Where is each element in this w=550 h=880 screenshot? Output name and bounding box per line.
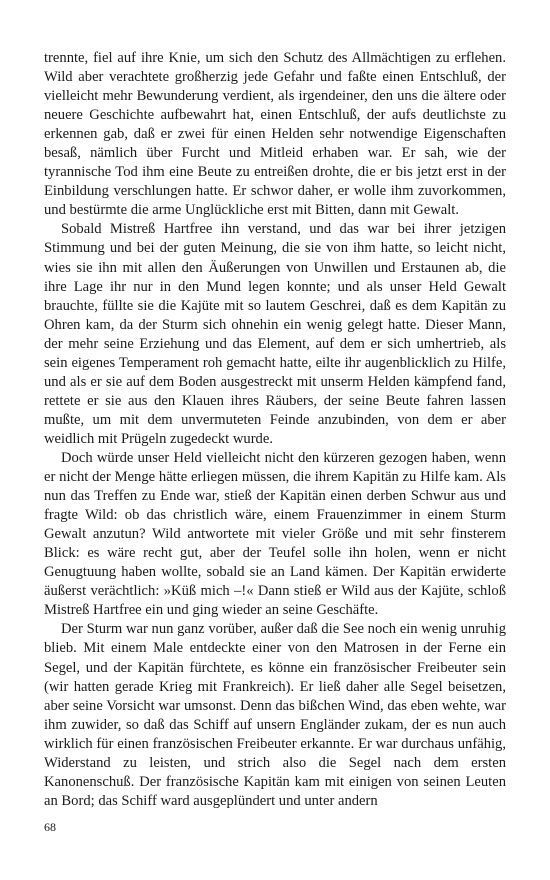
paragraph-3: Doch würde unser Held vielleicht nicht den kürzeren gezogen haben, wenn er nicht der Menge hätte erliegen müssen, die ihrem Kapitän zu Hilfe kam. Als nun das Treffen zu Ende war, stieß der Kapitän einen derben Schwur aus und fragte Wild: ob das christlich wäre, einem Frauenzimmer in einem Sturm Gewalt anzutun? Wild antwortete mit vieler Größe und mit sehr finsterem Blick: es wäre recht gut, aber der Teufel solle ihn holen, wenn er nicht Genugtuung haben wollte, sobald sie an Land kämen. Der Kapitän erwiderte äußerst verächtlich: »Küß mich –!« Dann stieß er Wild aus der Kajüte, schloß Mistreß Hartfree ein und ging wieder an seine Geschäfte. [44,449,506,619]
body-text [44,49,506,811]
paragraph-4: Der Sturm war nun ganz vorüber, außer daß die See noch ein wenig unruhig blieb. Mit einem Male entdeckte einer von den Matrosen in der Ferne ein Segel, und der Kapitän fürchtete, es könne ein französischer Freibeuter sein (wir hatten gerade Krieg mit Frankreich). Er ließ daher alle Segel beisetzen, aber seine Vorsicht war umsonst. Denn das bißchen Wind, das eben wehte, war ihm zuwider, so daß das Schiff auf unsern Engländer zukam, der es nun auch wirklich für einen französischen Freibeuter erkannte. Er war durchaus unfähig, Widerstand zu leisten, und strich also die Segel nach dem ersten Kanonenschuß. Der französische Kapitän kam mit einigen von seinen Leuten an Bord; das Schiff ward ausgeplündert und unter andern [44,621,506,809]
paragraph-1: trennte, fiel auf ihre Knie, um sich den Schutz des Allmächtigen zu erflehen. Wild aber verachtete großherzig jede Gefahr und faßte einen Entschluß, der vielleicht mehr Bewunderung verdient, als irgendeiner, den uns die ältere oder neuere Geschichte aufbewahrt hat, einen Entschluß, der aufs deutlichste zu erkennen gab, daß er zwei für einen Helden sehr notwendige Eigenschaften besaß, nämlich über Furcht und Mitleid erhaben war. Er sah, wie der tyrannische Tod ihm eine Beute zu entreißen drohte, die er bis jetzt erst in der Einbildung verschlungen hatte. Er schwor daher, er wolle ihm zuvorkommen, und bestürmte die arme Unglückliche erst mit Bitten, dann mit Gewalt. [44,50,506,219]
paragraph-2: Sobald Mistreß Hartfree ihn verstand, und das war bei ihrer jetzigen Stimmung und bei der guten Meinung, die sie von ihm hatte, so leicht nicht, wies sie ihn mit allen den Äußerungen von Unwillen und Erstaunen ab, die ihre Lage ihr nur in den Mund legen konnte; und als unser Held Gewalt brauchte, füllte sie die Kajüte mit so lautem Geschrei, daß es dem Kapitän zu Ohren kam, da der Sturm sich ohnehin ein wenig gelegt hatte. Dieser Mann, der mehr seine Erziehung und das Element, auf dem er sich umhertrieb, als sein eigenes Temperament roh gemacht hatte, eilte ihr augenblicklich zu Hilfe, und als er sie auf dem Boden ausgestreckt mit unserm Helden kämpfend fand, rettete er sie aus den Klauen ihres Räubers, der seine Beute fahren lassen mußte, um mit dem unvermuteten Feinde anzubinden, von dem er aber weidlich mit Prügeln zugedeckt wurde. [44,221,506,447]
page-number: 68 [44,820,56,834]
